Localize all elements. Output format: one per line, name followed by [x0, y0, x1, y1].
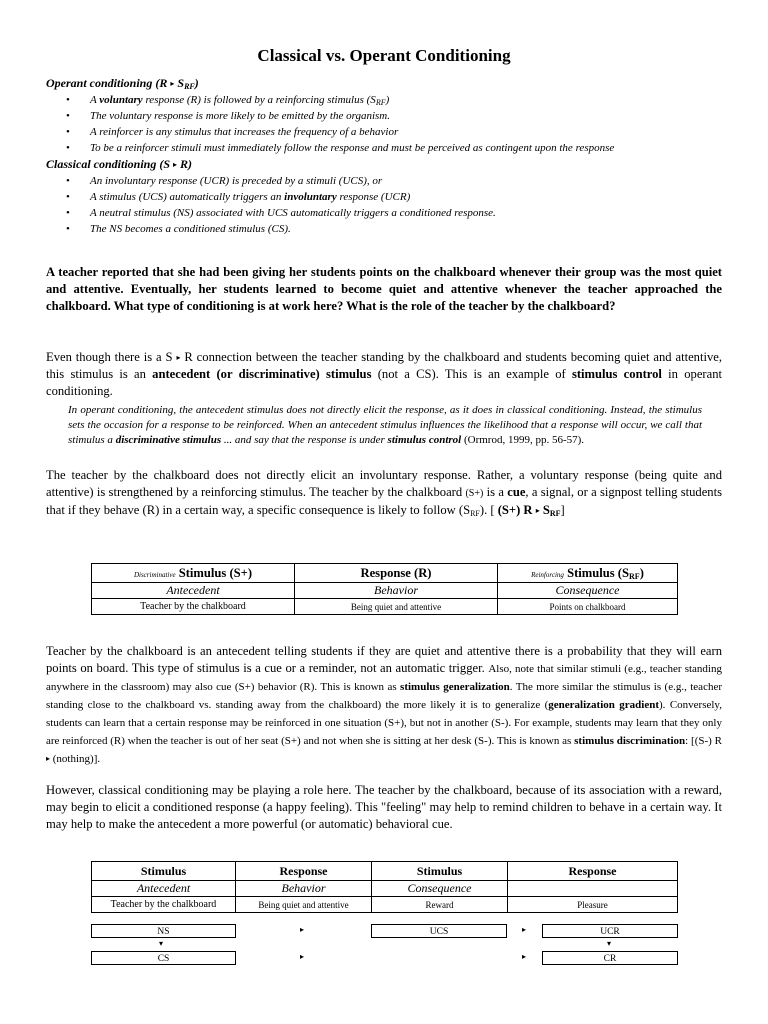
- table-header: Response: [508, 862, 678, 881]
- paragraph-generalization: Teacher by the chalkboard is an antecedent telling students if they are quiet and attentive there is a probability that they will earn points on board. This type of stimulus is a cue or a reminder, not an automatic trigger. Also, note that similar stimuli (e.g., teacher standing anywhere in the classroom) may also cue (S+) behavior (R). This is known as stimulus generalization. The more similar the stimulus is (e.g., teacher standing close to the chalkboard vs. standing away from the chalkboard) the more likely it is to generalize (generalization gradient). Conversely, students can learn that a certain response may be reinforced in one situation (S+), but not in another (S-). For example, students may learn that they only are reinforced (R) when the teacher is out of her seat (S+) and not when she is sitting at her desk (S-). This is known as stimulus discrimination: [(S-) R ▸ (nothing)].: [46, 644, 722, 765]
- table-cell: Pleasure: [508, 897, 678, 913]
- page-title: Classical vs. Operant Conditioning: [257, 46, 511, 65]
- table-cell: Teacher by the chalkboard: [92, 599, 295, 615]
- table-cell: Reward: [372, 897, 508, 913]
- paragraph-classical-role: However, classical conditioning may be playing a role here. The teacher by the chalkboard, because of its association with a reward, may begin to elicit a conditioned response (a happy feeling). This "feeling" may help to remind children to behave in a certain way. It may help to make the antecedent a more powerful (or automatic) behavioral cue.: [46, 783, 722, 831]
- table-cell: Behavior: [236, 881, 372, 897]
- cs-box: CS: [91, 951, 236, 965]
- list-item: • A stimulus (UCS) automatically triggers an involuntary response (UCR): [46, 189, 496, 205]
- list-item: • An involuntary response (UCR) is preceded by a stimuli (UCS), or: [46, 173, 496, 189]
- table-header: Response: [236, 862, 372, 881]
- list-item: • A reinforcer is any stimulus that increases the frequency of a behavior: [46, 124, 614, 140]
- table-cell: Consequence: [498, 583, 678, 599]
- operant-heading: Operant conditioning (R ▸ $S_{RF}$): [46, 76, 199, 91]
- down-arrow-icon: ▾: [607, 939, 612, 948]
- question-paragraph: A teacher reported that she had been giving her students points on the chalkboard whenever their group was the most quiet and attentive. Eventually, her students learned to become quiet and attentive whenever the teacher approached the chalkboard. What type of conditioning is at work here? What is the role of the teacher by the chalkboard?: [46, 265, 722, 313]
- operant-bullets: [46, 92, 614, 156]
- list-item: • A neutral stimulus (NS) associated with UCS automatically triggers a conditioned response.: [46, 205, 496, 221]
- table-cell: Points on chalkboard: [498, 599, 678, 615]
- list-item: • The NS becomes a conditioned stimulus (CS).: [46, 221, 496, 237]
- ucr-box: UCR: [542, 924, 678, 938]
- list-item: • A voluntary response (R) is followed by a reinforcing stimulus $(S_{RF})$: [46, 92, 614, 108]
- list-item: • The voluntary response is more likely to be emitted by the organism.: [46, 108, 614, 124]
- classical-bullets: [46, 173, 496, 237]
- paragraph-stimulus-control: Even though there is a S ▸ R connection between the teacher standing by the chalkboard and students becoming quiet and attentive, this stimulus is an antecedent (or discriminative) stimulus (not a CS). This is an example of stimulus control in operant conditioning.: [46, 350, 722, 398]
- right-arrow-icon: ▸: [300, 952, 305, 961]
- right-arrow-icon: ▸: [522, 952, 527, 961]
- right-arrow-icon: ▸: [300, 925, 305, 934]
- table-cell: Being quiet and attentive: [236, 897, 372, 913]
- table-cell: Antecedent: [92, 583, 295, 599]
- table-cell: Consequence: [372, 881, 508, 897]
- operant-table: [91, 563, 678, 615]
- table-cell: Teacher by the chalkboard: [92, 897, 236, 913]
- ormrod-quote: In operant conditioning, the antecedent stimulus does not directly elicit the response, as it does in classical conditioning. Instead, the stimulus sets the occasion for a response to be reinforced. When an antecedent stimulus influences the likelihood that a response will occur, we call that stimulus a discriminative stimulus ... and say that the response is under stimulus control (Ormrod, 1999, pp. 56-57).: [68, 404, 702, 446]
- paragraph-cue: The teacher by the chalkboard does not directly elicit an involuntary response. Rather, a voluntary response (being quite and attentive) is strengthened by a reinforcing stimulus. The teacher by the chalkboard (S+) is a cue, a signal, or a signpost telling students that if they behave (R) in a certain way, a specific consequence is likely to follow $(S_{RF})$. [ (S+) R ▸ $S_{RF}$]: [46, 468, 722, 518]
- table-cell: Being quiet and attentive: [295, 599, 498, 615]
- ucs-box: UCS: [371, 924, 507, 938]
- down-arrow-icon: ▾: [159, 939, 164, 948]
- table-cell: [508, 881, 678, 897]
- ns-box: NS: [91, 924, 236, 938]
- table-header: Discriminative Stimulus (S+): [92, 564, 295, 583]
- table-cell: Antecedent: [92, 881, 236, 897]
- classical-table: [91, 861, 678, 913]
- classical-heading: Classical conditioning (S ▸ R): [46, 157, 193, 171]
- right-arrow-icon: ▸: [522, 925, 527, 934]
- list-item: • To be a reinforcer stimuli must immediately follow the response and must be perceived as contingent upon the response: [46, 140, 614, 156]
- table-header: Stimulus: [92, 862, 236, 881]
- table-header: Reinforcing Stimulus $(S_{RF})$: [498, 564, 678, 583]
- table-header: Stimulus: [372, 862, 508, 881]
- cr-box: CR: [542, 951, 678, 965]
- table-header: Response (R): [295, 564, 498, 583]
- table-cell: Behavior: [295, 583, 498, 599]
